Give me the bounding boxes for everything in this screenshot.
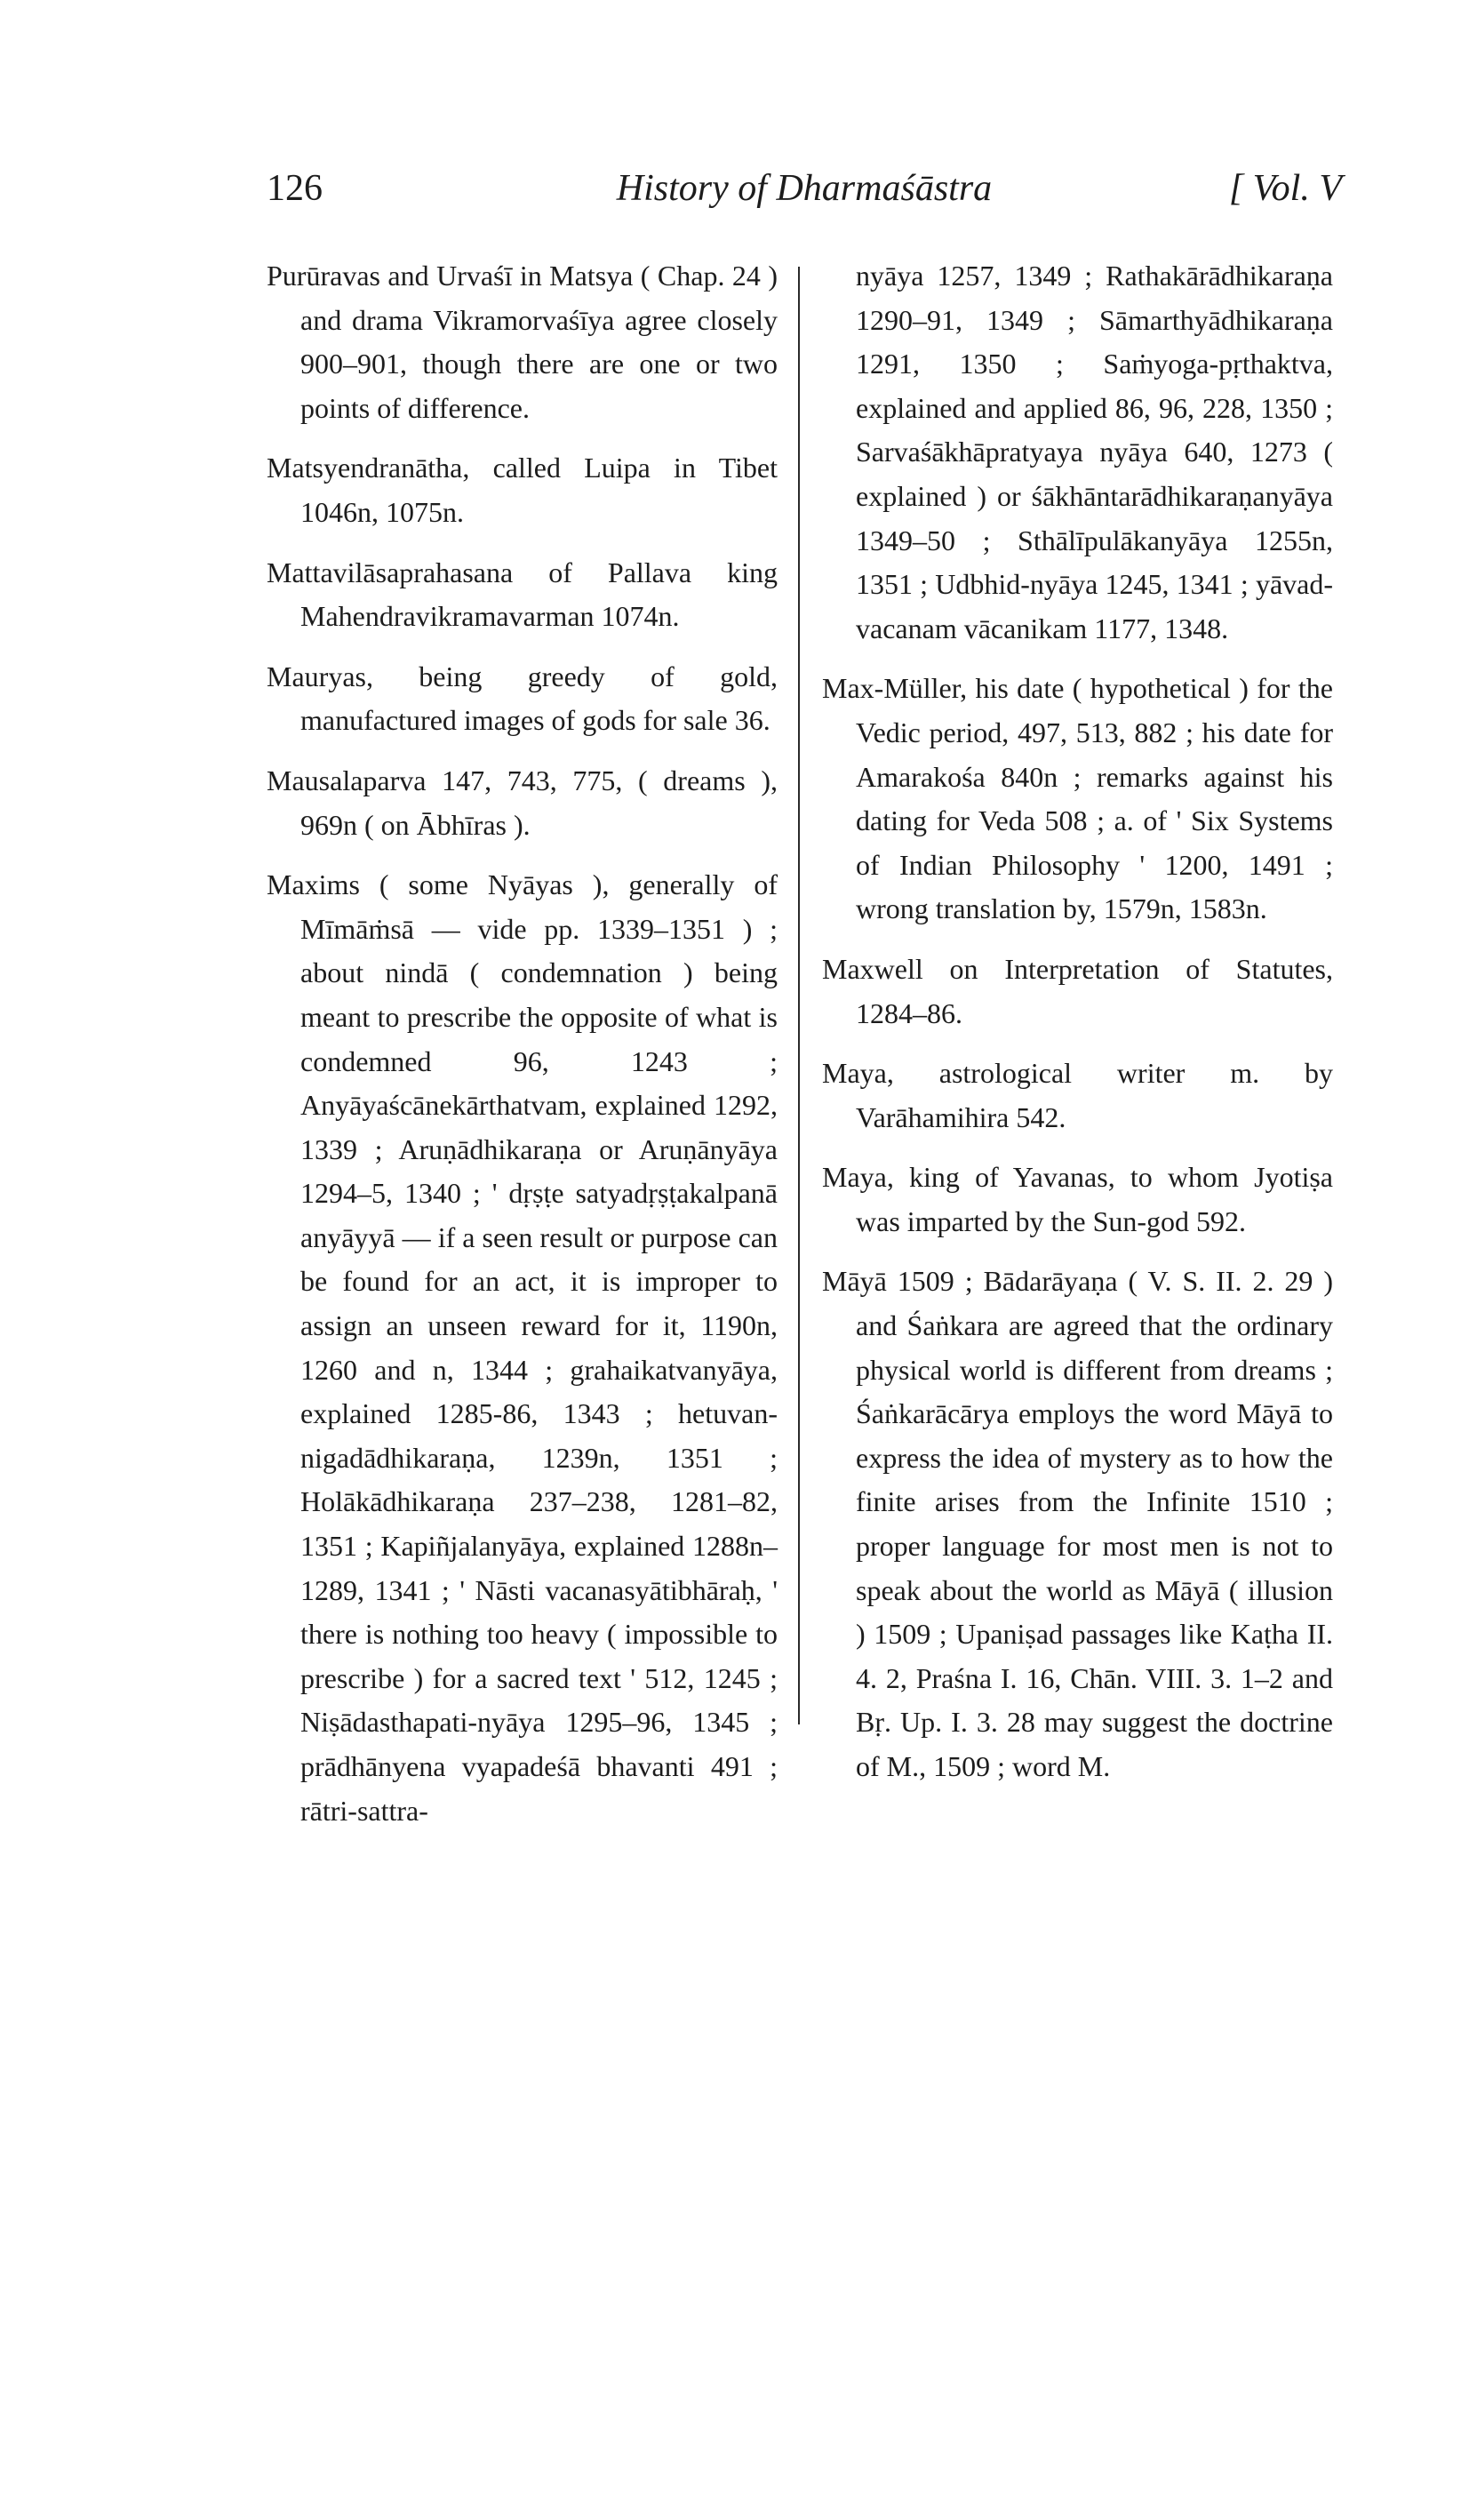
running-title: History of Dharmaśāstra: [616, 168, 993, 209]
index-entry: Purūravas and Urvaśī in Matsya ( Chap. 24 ) and drama Vikramorvaśīya agree closely 900–901, though there are one or two points of difference.: [267, 260, 778, 424]
volume-label: [ Vol. V: [1228, 168, 1342, 209]
index-entry: Māyā 1509 ; Bādarāyaṇa ( V. S. II. 2. 29 ) and Śaṅkara are agreed that the ordinary physical world is different from dreams ; Śaṅkarācārya employs the word Māyā to express the idea of mystery as to how the finite arises from the Infinite 1510 ; proper language for most men is not to speak about the world as Māyā ( illusion ) 1509 ; Upaniṣad passages like Kaṭha II. 4. 2, Praśna I. 16, Chān. VIII. 3. 1–2 and Bṛ. Up. I. 3. 28 may suggest the doctrine of M., 1509 ; word M.: [822, 1265, 1333, 1782]
index-entry: Matsyendranātha, called Luipa in Tibet 1046n, 1075n.: [267, 452, 778, 528]
left-column: [267, 254, 778, 1833]
column-divider: [798, 267, 800, 1724]
index-entry-continuation: nyāya 1257, 1349 ; Rathakārādhikaraṇa 1290–91, 1349 ; Sāmarthyādhikaraṇa 1291, 1350 ; Saṁyoga-pṛthaktva, explained and applied 86, 96, 228, 1350 ; Sarvaśākhāpratyaya nyāya 640, 1273 ( explained ) or śākhāntarādhikaraṇanyāya 1349–50 ; Sthālīpulākanyāya 1255n, 1351 ; Udbhid-nyāya 1245, 1341 ; yāvad-vacanam vācanikam 1177, 1348.: [856, 260, 1333, 644]
index-entry: Maxwell on Interpretation of Statutes, 1284–86.: [822, 952, 1333, 1029]
index-entry: Maya, astrological writer m. by Varāhamihira 542.: [822, 1057, 1333, 1133]
index-entry: Maxims ( some Nyāyas ), generally of Mīmāṁsā — vide pp. 1339–1351 ) ; about nindā ( condemnation ) being meant to prescribe the opposite of what is condemned 96, 1243 ; Anyāyaścānekārthatvam, explained 1292, 1339 ; Aruṇādhikaraṇa or Aruṇānyāya 1294–5, 1340 ; ' dṛṣṭe satyadṛṣṭakalpanā anyāyyā — if a seen result or purpose can be found for an act, it is improper to assign an unseen reward for it, 1190n, 1260 and n, 1344 ; grahaikatvanyāya, explained 1285-86, 1343 ; hetuvan-nigadādhikaraṇa, 1239n, 1351 ; Holākādhikaraṇa 237–238, 1281–82, 1351 ; Kapiñjalanyāya, explained 1288n–1289, 1341 ; ' Nāsti vacanasyātibhāraḥ, ' there is nothing too heavy ( impossible to prescribe ) for a sacred text ' 512, 1245 ; Niṣādasthapati-nyāya 1295–96, 1345 ; prādhānyena vyapadeśā bhavanti 491 ; rātri-sattra-: [267, 868, 778, 1827]
index-entry: Mauryas, being greedy of gold, manufactured images of gods for sale 36.: [267, 660, 778, 737]
index-entry: Mausalaparva 147, 743, 775, ( dreams ), 969n ( on Ābhīras ).: [267, 764, 778, 841]
page-header: [267, 167, 1342, 220]
index-entry: Maya, king of Yavanas, to whom Jyotiṣa was imparted by the Sun-god 592.: [822, 1161, 1333, 1237]
right-column: [822, 254, 1333, 1789]
index-entry: Mattavilāsaprahasana of Pallava king Mahendravikramavarman 1074n.: [267, 556, 778, 633]
page-number: 126: [267, 168, 323, 209]
index-entry: Max-Müller, his date ( hypothetical ) for the Vedic period, 497, 513, 882 ; his date for Amarakośa 840n ; remarks against his dating for Veda 508 ; a. of ' Six Systems of Indian Philosophy ' 1200, 1491 ; wrong translation by, 1579n, 1583n.: [822, 672, 1333, 925]
